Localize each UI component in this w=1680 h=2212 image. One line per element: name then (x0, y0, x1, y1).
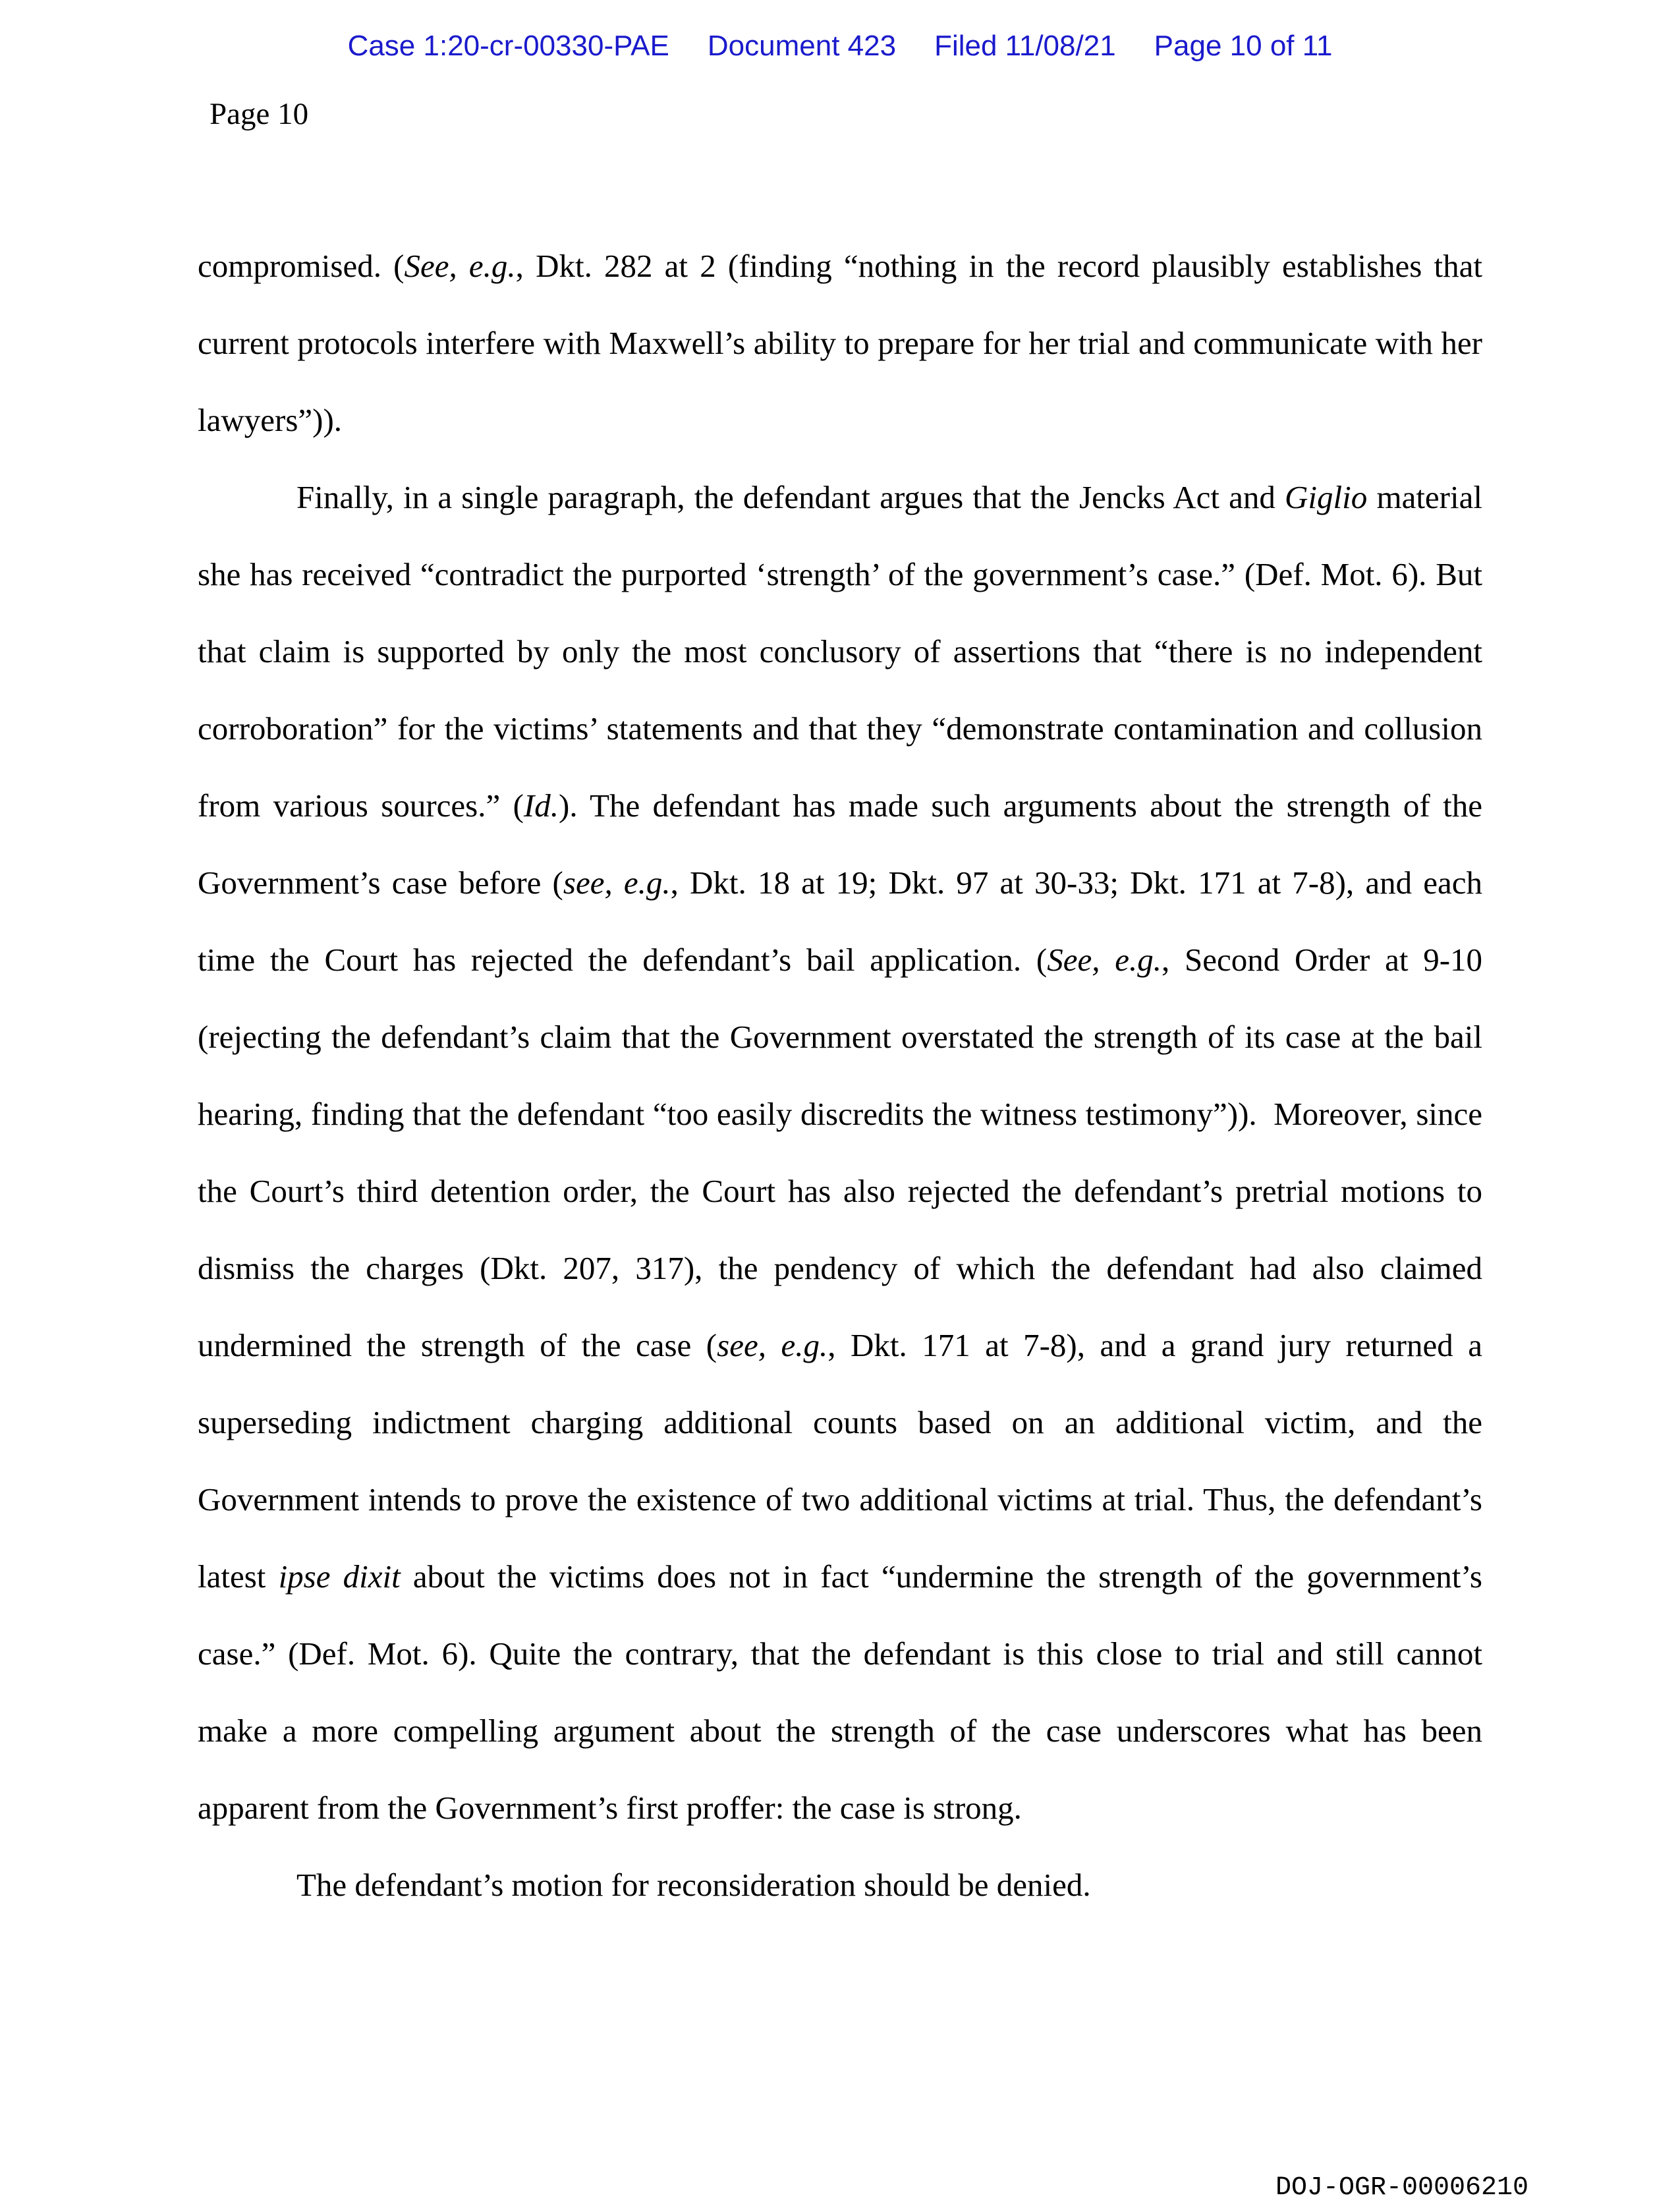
italic-text: See, e.g. (404, 248, 516, 284)
document-body (198, 227, 1482, 1923)
body-text: , Dkt. 282 at 2 (finding “nothing in the record plausibly establishes that current protocols interfere with Maxwell’s ability to prepare for her trial and communicate with her lawyers”)). (198, 248, 1482, 438)
body-text: , Dkt. 18 at 19; Dkt. 97 at 30-33; Dkt. 171 at 7-8), and each time the Court has rejected the defendant’s bail application. ( (198, 865, 1482, 978)
stamp-page-number: Page 10 of 11 (1154, 30, 1333, 62)
body-text: , Dkt. 171 at 7-8), and a grand jury returned a superseding indictment charging additional counts based on an additional victim, and the Government intends to prove the existence of two additional victims at trial. Thus, the defendant’s latest (198, 1327, 1482, 1595)
body-text: about the victims does not in fact “undermine the strength of the government’s case.” (Def. Mot. 6). Quite the contrary, that the defendant is this close to trial and still cannot make a more compelling argument about the strength of the case underscores what has been apparent from the Government’s first proffer: the case is strong. (198, 1558, 1482, 1826)
body-text: Finally, in a single paragraph, the defendant argues that the Jencks Act and (296, 479, 1285, 515)
italic-text: see, e.g. (717, 1327, 828, 1363)
case-header-stamp (0, 32, 1680, 61)
paragraph (198, 227, 1482, 459)
bates-number: DOJ-OGR-00006210 (1275, 2173, 1528, 2203)
italic-text: see, e.g. (563, 865, 671, 901)
body-text: The defendant’s motion for reconsideration should be denied. (296, 1867, 1091, 1903)
stamp-case-number: Case 1:20-cr-00330-PAE (347, 30, 669, 62)
italic-text: Giglio (1285, 479, 1368, 515)
paragraph (198, 1846, 1482, 1923)
stamp-document-number: Document 423 (707, 30, 897, 62)
body-text: , Second Order at 9-10 (rejecting the defendant’s claim that the Government overstated the strength of its case at the bail hearing, finding that the defendant “too easily discredits the witness testimony”)). Moreover, since the Court’s third detention order, the Court has also rejected the defendant’s pretrial motions to dismiss the charges (Dkt. 207, 317), the pendency of which the defendant had also claimed undermined the strength of the case ( (198, 942, 1483, 1363)
body-text: material she has received “contradict the purported ‘strength’ of the government’s case.” (Def. Mot. 6). But that claim is supported by only the most conclusory of assertions that “there is no independent corroboration” for the victims’ statements and that they “demonstrate contamination and collusion from various sources.” ( (198, 479, 1482, 824)
paragraph (198, 459, 1482, 1846)
page-label: Page 10 (210, 97, 309, 131)
stamp-filed-date: Filed 11/08/21 (934, 30, 1116, 62)
italic-text: Id. (523, 787, 559, 824)
italic-text: ipse dixit (278, 1558, 401, 1595)
body-text: ). The defendant has made such arguments about the strength of the Government’s case before ( (198, 787, 1482, 901)
body-text: compromised. ( (198, 248, 405, 284)
italic-text: See, e.g. (1047, 942, 1162, 978)
